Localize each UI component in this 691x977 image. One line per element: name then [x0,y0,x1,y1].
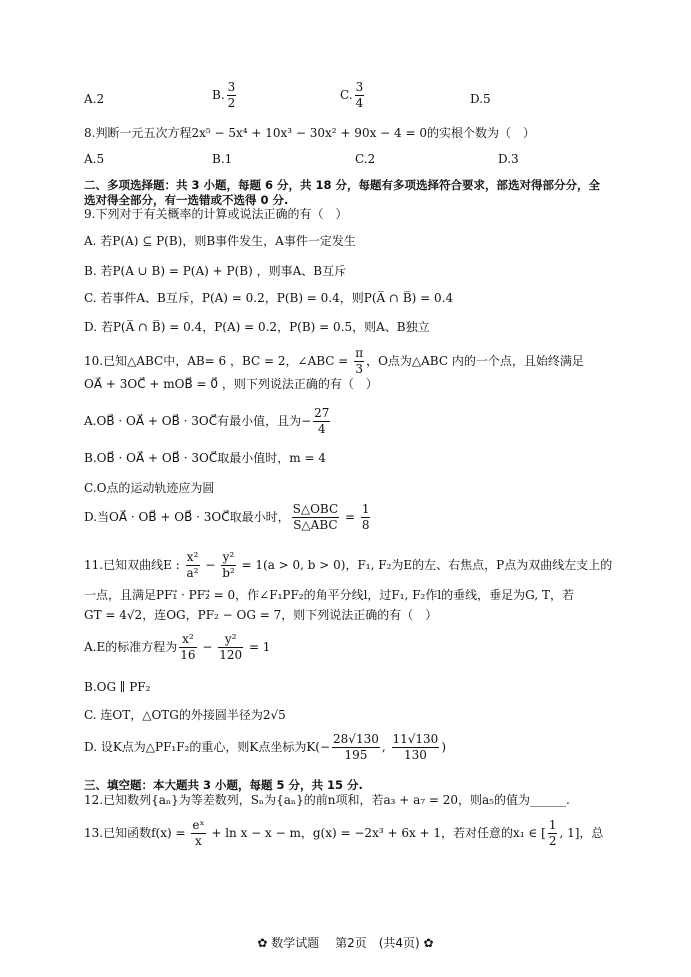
q10-option-d [84,502,372,533]
q7-option-b-label: B. [212,88,225,102]
q10-angle-frac: $\frac{\pi}{3}$ [355,346,364,376]
q11-stem-b: = 1(a > 0, b > 0)，F₁, F₂为E的左、右焦点，P点为双曲线左支上的 [237,558,613,572]
section-3-heading: 三、填空题：本大题共 3 小题，每题 5 分，共 15 分. [84,778,363,792]
q11-option-d-close: ) [441,740,447,754]
q8-stem: 8.判断一元五次方程2x⁵ − 5x⁴ + 10x³ − 30x² + 90x − 4 = 0的实根个数为（ ） [84,126,535,140]
q10-option-b: B.OB⃗ · OA⃗ + OB⃗ · 3OC⃗取最小值时，m = 4 [84,451,326,465]
q11-stem [84,550,612,581]
page-footer: ✿ 数学试题 第2页 (共4页) ✿ [257,936,434,950]
q11-stem-line3: GT = 4√2，连OG，PF₂ − OG = 7，则下列说法正确的有（ ） [84,608,438,622]
q13-frac-half: $\frac{1}{2}$ [548,818,557,848]
q11-frac-x: $\frac{\text{x²}}{\text{a²}}$ [186,550,199,580]
q11-option-d-frac1: $\frac{28√130}{195}$ [333,732,379,762]
q13-stem-b: + ln x − x − m，g(x) = −2x³ + 6x + 1，若对任意的x₁ ∈ [ [207,826,546,840]
q11-option-d-text: D. 设K点为△PF₁F₂的重心，则K点坐标为K(− [84,740,331,754]
q7-option-c [340,80,366,111]
q7-option-b-frac: $\frac{3}{2}$ [227,80,236,110]
q9-option-d: D. 若P(A̅ ∩ B̅) = 0.4，P(A) = 0.2，P(B) = 0.5，则A、B独立 [84,320,430,334]
q8-option-d: D.3 [498,152,519,166]
q11-option-b: B.OG ∥ PF₂ [84,680,151,694]
q11-option-d-comma: , [381,740,390,754]
q7-option-c-frac: $\frac{3}{4}$ [355,80,364,110]
q10-stem [84,346,584,377]
q10-option-d-frac: $\frac{\text{S△OBC}}{\text{S△ABC}}$ [292,502,339,532]
q7-option-b [212,80,238,111]
q11-option-a-frac1: $\frac{\text{x²}}{16}$ [180,632,196,662]
q9-stem: 9.下列对于有关概率的计算或说法正确的有（ ） [84,207,348,221]
q10-option-d-frac2: $\frac{1}{8}$ [361,502,370,532]
q11-option-a-text: A.E的标准方程为 [84,640,178,654]
q11-option-a-minus: − [198,640,217,654]
q10-stem-a: 10.已知△ABC中，AB= 6 ，BC = 2，∠ABC = [84,354,353,368]
q7-option-c-label: C. [340,88,353,102]
q13-stem-c: , 1]，总 [559,826,604,840]
q13-frac-e: $\frac{\text{eˣ}}{x}$ [192,818,205,848]
q12-stem: 12.已知数列{aₙ}为等差数列，Sₙ为{aₙ}的前n项和，若a₃ + a₇ = 20，则a₅的值为______. [84,793,570,807]
q11-option-d-frac2: $\frac{11√130}{130}$ [392,732,439,762]
q10-option-d-text: D.当OA⃗ · OB⃗ + OB⃗ · 3OC⃗取最小时， [84,510,290,524]
q9-option-b: B. 若P(A ∪ B) = P(A) + P(B) ，则事A、B互斥 [84,264,347,278]
q11-option-c: C. 连OT，△OTG的外接圆半径为2√5 [84,708,286,722]
q10-option-a [84,406,332,437]
q10-option-a-text: A.OB⃗ · OA⃗ + OB⃗ · 3OC⃗有最小值，且为− [84,414,312,428]
q7-option-d: D.5 [470,92,491,106]
section-2-heading: 二、多项选择题：共 3 小题，每题 6 分，共 18 分，每题有多项选择符合要求，部选对得部分分，全 [84,178,601,192]
q8-option-c: C.2 [355,152,376,166]
q9-option-c: C. 若事件A、B互斥，P(A) = 0.2，P(B) = 0.4，则P(A̅ ∩ B̅) = 0.4 [84,291,454,305]
q11-stem-a: 11.已知双曲线E : [84,558,184,572]
q11-frac-y: $\frac{\text{y²}}{\text{b²}}$ [222,550,235,580]
q8-option-a: A.5 [84,152,105,166]
q11-option-a-frac2: $\frac{\text{y²}}{120}$ [219,632,243,662]
q11-minus: − [201,558,220,572]
q13-stem [84,818,603,849]
q10-stem-line2: OA⃗ + 3OC⃗ + mOB⃗ = 0⃗ ，则下列说法正确的有（ ） [84,377,378,391]
q10-stem-b: ，O点为△ABC 内的一个点，且始终满足 [366,354,584,368]
q10-option-a-frac: $\frac{27}{4}$ [314,406,330,436]
q11-stem-line2: 一点，且满足PF₁⃗ · PF₂⃗ = 0，作∠F₁PF₂的角平分线l，过F₁, F₂作l的垂线，垂足为G, T，若 [84,588,574,602]
q13-stem-a: 13.已知函数f(x) = [84,826,190,840]
q10-option-c: C.O点的运动轨迹应为圆 [84,481,215,495]
q8-option-b: B.1 [212,152,233,166]
q10-option-d-eq: = [341,510,359,524]
q11-option-a [84,632,270,663]
section-2-heading-cont: 选对得全部分，有一选错或不选得 0 分. [84,193,289,207]
q11-option-d [84,732,446,763]
q7-option-a: A.2 [84,92,105,106]
q11-option-a-eq: = 1 [245,640,271,654]
q9-option-a: A. 若P(A) ⊆ P(B)，则B事件发生，A事件一定发生 [84,234,356,248]
